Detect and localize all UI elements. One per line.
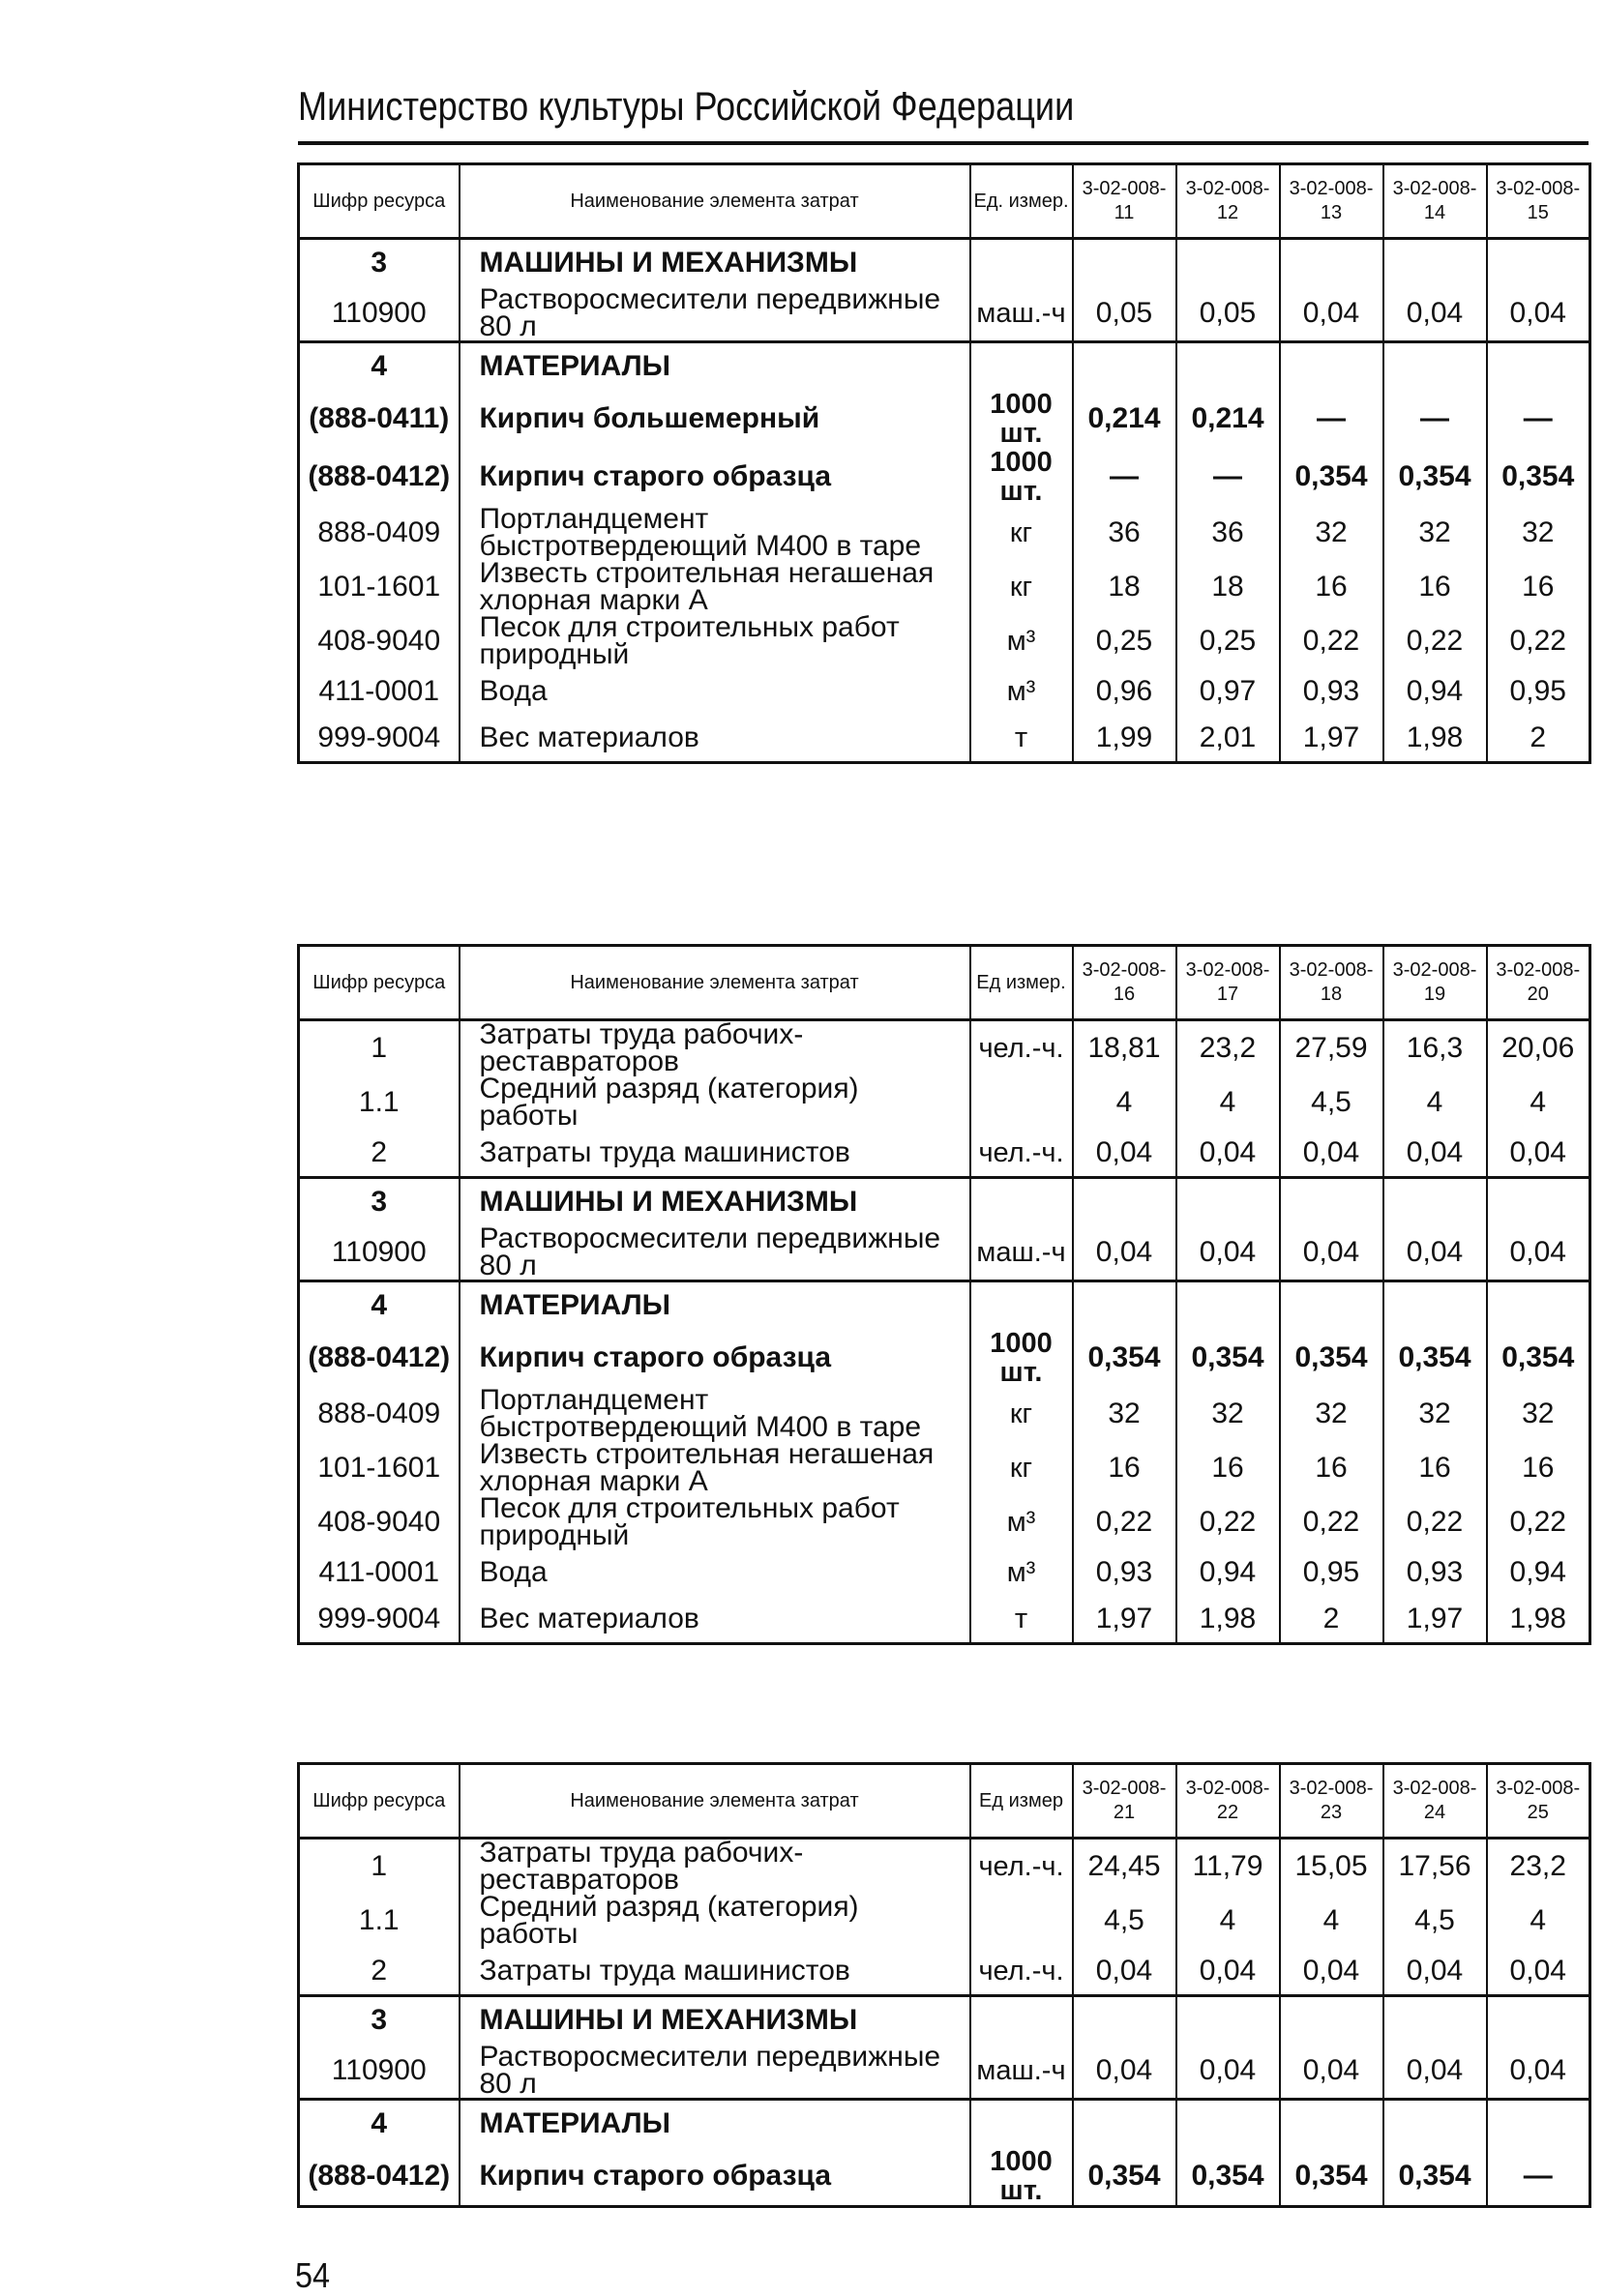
norm-value: 0,354 <box>1073 2147 1176 2207</box>
norm-value: 16 <box>1487 1441 1590 1495</box>
norm-value: 0,94 <box>1176 1549 1280 1596</box>
norm-value <box>1073 342 1176 391</box>
table-row <box>299 614 1590 668</box>
section-row <box>299 1996 1590 2045</box>
norm-value: 0,04 <box>1280 1130 1383 1178</box>
norm-value <box>1073 1996 1176 2045</box>
norm-value: 18 <box>1176 560 1280 614</box>
norm-value: — <box>1176 448 1280 506</box>
norm-value: 36 <box>1073 506 1176 560</box>
col-header-norm: 3-02-008-11 <box>1073 164 1176 239</box>
norm-value: 4 <box>1073 1075 1176 1130</box>
norm-value: 0,04 <box>1383 1948 1487 1996</box>
col-header-norm: 3-02-008-19 <box>1383 946 1487 1020</box>
norm-value: 0,04 <box>1280 2044 1383 2100</box>
norm-value <box>1487 1178 1590 1226</box>
norm-value: 17,56 <box>1383 1839 1487 1895</box>
norm-value: 23,2 <box>1176 1020 1280 1076</box>
norm-value <box>1073 1178 1176 1226</box>
resource-code: (888-0411) <box>299 390 460 448</box>
norm-value <box>1487 1996 1590 2045</box>
table-row <box>299 1894 1590 1948</box>
norm-value: 0,354 <box>1487 1329 1590 1387</box>
unit: маш.-ч <box>970 1225 1073 1281</box>
unit: 1000 шт. <box>970 2147 1073 2207</box>
norm-value: 0,354 <box>1073 1329 1176 1387</box>
norm-value <box>1073 2100 1176 2148</box>
norm-value: 0,354 <box>1176 2147 1280 2207</box>
unit: кг <box>970 1387 1073 1441</box>
unit: кг <box>970 506 1073 560</box>
resource-table-3 <box>297 1762 1591 2208</box>
resource-code: 408-9040 <box>299 614 460 668</box>
norm-value <box>1383 342 1487 391</box>
norm-value: 23,2 <box>1487 1839 1590 1895</box>
table-row <box>299 286 1590 342</box>
table-row <box>299 1839 1590 1895</box>
unit <box>970 2100 1073 2148</box>
resource-code: 3 <box>299 1178 460 1226</box>
norm-value: 16 <box>1280 560 1383 614</box>
resource-name: Растворосмесители передвижные 80 л <box>460 2044 970 2100</box>
norm-value: — <box>1073 448 1176 506</box>
norm-value: 0,22 <box>1487 1495 1590 1549</box>
norm-value <box>1280 2100 1383 2148</box>
norm-value: 0,95 <box>1487 668 1590 715</box>
unit <box>970 1894 1073 1948</box>
norm-value: — <box>1487 2147 1590 2207</box>
norm-value: 0,214 <box>1176 390 1280 448</box>
norm-value: 0,05 <box>1176 286 1280 342</box>
section-row <box>299 2100 1590 2148</box>
table-row <box>299 1495 1590 1549</box>
col-header-norm: 3-02-008-17 <box>1176 946 1280 1020</box>
resource-name: Затраты труда машинистов <box>460 1948 970 1996</box>
section-row <box>299 239 1590 287</box>
col-header-code: Шифр ресурса <box>299 946 460 1020</box>
norm-value <box>1176 2100 1280 2148</box>
table-row <box>299 2044 1590 2100</box>
resource-name: Песок для строительных работ природный <box>460 1495 970 1549</box>
table-row <box>299 448 1590 506</box>
resource-code: 408-9040 <box>299 1495 460 1549</box>
resource-name: МАТЕРИАЛЫ <box>460 342 970 391</box>
norm-value: 0,25 <box>1176 614 1280 668</box>
norm-value: 16,3 <box>1383 1020 1487 1076</box>
unit: т <box>970 715 1073 763</box>
table-row <box>299 1225 1590 1281</box>
norm-value <box>1176 239 1280 287</box>
col-header-code: Шифр ресурса <box>299 164 460 239</box>
norm-value <box>1383 2100 1487 2148</box>
norm-value <box>1383 239 1487 287</box>
resource-code: 999-9004 <box>299 715 460 763</box>
norm-value: 0,354 <box>1383 448 1487 506</box>
unit: чел.-ч. <box>970 1130 1073 1178</box>
resource-name: Затраты труда рабочих-реставраторов <box>460 1839 970 1895</box>
norm-value: 4 <box>1176 1894 1280 1948</box>
unit: кг <box>970 560 1073 614</box>
resource-name: Известь строительная негашеная хлорная марки А <box>460 1441 970 1495</box>
resource-code: (888-0412) <box>299 1329 460 1387</box>
resource-code: 2 <box>299 1130 460 1178</box>
norm-value: 1,98 <box>1383 715 1487 763</box>
norm-value <box>1280 342 1383 391</box>
col-header-norm: 3-02-008-18 <box>1280 946 1383 1020</box>
norm-value: 0,354 <box>1280 2147 1383 2207</box>
norm-value: 0,04 <box>1073 2044 1176 2100</box>
resource-name: Песок для строительных работ природный <box>460 614 970 668</box>
norm-value: 0,04 <box>1073 1225 1176 1281</box>
norm-value <box>1383 1996 1487 2045</box>
table-row <box>299 1387 1590 1441</box>
norm-value <box>1280 1178 1383 1226</box>
norm-value: 24,45 <box>1073 1839 1176 1895</box>
col-header-name: Наименование элемента затрат <box>460 1764 970 1839</box>
resource-name: Известь строительная негашеная хлорная марки А <box>460 560 970 614</box>
norm-value: 4,5 <box>1383 1894 1487 1948</box>
resource-code: 4 <box>299 2100 460 2148</box>
norm-value: 4,5 <box>1280 1075 1383 1130</box>
resource-code: (888-0412) <box>299 2147 460 2207</box>
norm-value <box>1176 1996 1280 2045</box>
unit: 1000 шт. <box>970 1329 1073 1387</box>
col-header-norm: 3-02-008-21 <box>1073 1764 1176 1839</box>
col-header-norm: 3-02-008-13 <box>1280 164 1383 239</box>
unit <box>970 1996 1073 2045</box>
resource-name: Растворосмесители передвижные 80 л <box>460 1225 970 1281</box>
col-header-norm: 3-02-008-14 <box>1383 164 1487 239</box>
norm-value: 0,354 <box>1176 1329 1280 1387</box>
unit: чел.-ч. <box>970 1020 1073 1076</box>
norm-value: 0,93 <box>1280 668 1383 715</box>
col-header-norm: 3-02-008-20 <box>1487 946 1590 1020</box>
section-row <box>299 1281 1590 1330</box>
table-row <box>299 560 1590 614</box>
norm-value <box>1176 1178 1280 1226</box>
page-header: Министерство культуры Российской Федерации <box>298 83 1075 129</box>
norm-value: 32 <box>1383 506 1487 560</box>
col-header-norm: 3-02-008-25 <box>1487 1764 1590 1839</box>
norm-value: 0,04 <box>1073 1130 1176 1178</box>
table-row <box>299 668 1590 715</box>
norm-value: 0,93 <box>1073 1549 1176 1596</box>
norm-value: 1,97 <box>1280 715 1383 763</box>
col-header-unit: Ед измер <box>970 1764 1073 1839</box>
unit <box>970 1075 1073 1130</box>
norm-value: 0,22 <box>1280 1495 1383 1549</box>
norm-value: 32 <box>1280 506 1383 560</box>
norm-value: 18,81 <box>1073 1020 1176 1076</box>
norm-value: 0,25 <box>1073 614 1176 668</box>
resource-code: 110900 <box>299 2044 460 2100</box>
norm-value: 32 <box>1280 1387 1383 1441</box>
resource-name: МАТЕРИАЛЫ <box>460 1281 970 1330</box>
resource-name: Вода <box>460 1549 970 1596</box>
norm-value: 1,97 <box>1073 1596 1176 1644</box>
table-header-row <box>299 1764 1590 1839</box>
norm-value: 0,04 <box>1383 2044 1487 2100</box>
table-row <box>299 390 1590 448</box>
norm-value: 4,5 <box>1073 1894 1176 1948</box>
norm-value: 32 <box>1383 1387 1487 1441</box>
norm-value: 0,354 <box>1280 448 1383 506</box>
resource-code: 4 <box>299 342 460 391</box>
section-row <box>299 342 1590 391</box>
norm-value: 0,97 <box>1176 668 1280 715</box>
norm-value <box>1073 1281 1176 1330</box>
resource-name: Кирпич старого образца <box>460 2147 970 2207</box>
norm-value: 0,354 <box>1280 1329 1383 1387</box>
resource-name: Вода <box>460 668 970 715</box>
norm-value: 0,22 <box>1383 614 1487 668</box>
norm-value: 1,98 <box>1176 1596 1280 1644</box>
norm-value: 0,04 <box>1280 1225 1383 1281</box>
resource-code: 1 <box>299 1839 460 1895</box>
col-header-norm: 3-02-008-24 <box>1383 1764 1487 1839</box>
norm-value: 0,04 <box>1176 1225 1280 1281</box>
norm-value: 2,01 <box>1176 715 1280 763</box>
norm-value: 0,04 <box>1176 1130 1280 1178</box>
resource-code: 4 <box>299 1281 460 1330</box>
norm-value: — <box>1280 390 1383 448</box>
norm-value: 0,354 <box>1383 2147 1487 2207</box>
col-header-norm: 3-02-008-12 <box>1176 164 1280 239</box>
unit: маш.-ч <box>970 2044 1073 2100</box>
norm-value <box>1383 1281 1487 1330</box>
norm-value <box>1383 1178 1487 1226</box>
table-row <box>299 1549 1590 1596</box>
col-header-norm: 3-02-008-23 <box>1280 1764 1383 1839</box>
norm-value <box>1487 1281 1590 1330</box>
norm-value <box>1280 1281 1383 1330</box>
norm-value: 0,94 <box>1383 668 1487 715</box>
resource-name: Средний разряд (категория) работы <box>460 1075 970 1130</box>
resource-name: Кирпич старого образца <box>460 1329 970 1387</box>
norm-value: 0,354 <box>1487 448 1590 506</box>
norm-value: — <box>1383 390 1487 448</box>
norm-value: 0,04 <box>1383 1130 1487 1178</box>
table-row <box>299 2147 1590 2207</box>
col-header-code: Шифр ресурса <box>299 1764 460 1839</box>
resource-name: МАТЕРИАЛЫ <box>460 2100 970 2148</box>
norm-value: 0,04 <box>1176 2044 1280 2100</box>
unit: кг <box>970 1441 1073 1495</box>
resource-code: 888-0409 <box>299 1387 460 1441</box>
header-rule <box>298 141 1589 145</box>
norm-value <box>1487 342 1590 391</box>
norm-value: 0,22 <box>1280 614 1383 668</box>
table-header-row <box>299 946 1590 1020</box>
unit: м³ <box>970 1549 1073 1596</box>
resource-code: 1.1 <box>299 1894 460 1948</box>
norm-value: 0,214 <box>1073 390 1176 448</box>
table-row <box>299 506 1590 560</box>
norm-value: 2 <box>1487 715 1590 763</box>
norm-value: 16 <box>1383 1441 1487 1495</box>
norm-value: 0,04 <box>1176 1948 1280 1996</box>
resource-code: 888-0409 <box>299 506 460 560</box>
norm-value: 0,04 <box>1073 1948 1176 1996</box>
resource-code: 3 <box>299 1996 460 2045</box>
resource-code: 110900 <box>299 286 460 342</box>
norm-value: 0,04 <box>1487 1948 1590 1996</box>
col-header-name: Наименование элемента затрат <box>460 946 970 1020</box>
unit: чел.-ч. <box>970 1839 1073 1895</box>
norm-value: 16 <box>1487 560 1590 614</box>
unit <box>970 1178 1073 1226</box>
table-header-row <box>299 164 1590 239</box>
norm-value: 0,04 <box>1487 1225 1590 1281</box>
unit: т <box>970 1596 1073 1644</box>
unit: маш.-ч <box>970 286 1073 342</box>
norm-value: 0,22 <box>1176 1495 1280 1549</box>
col-header-name: Наименование элемента затрат <box>460 164 970 239</box>
resource-table-2 <box>297 944 1591 1645</box>
resource-name: Портландцемент быстротвердеющий М400 в таре <box>460 506 970 560</box>
norm-value: 32 <box>1073 1387 1176 1441</box>
norm-value: 0,354 <box>1383 1329 1487 1387</box>
resource-table-1 <box>297 162 1591 764</box>
norm-value: 4 <box>1487 1894 1590 1948</box>
norm-value: — <box>1487 390 1590 448</box>
norm-value: 16 <box>1073 1441 1176 1495</box>
resource-name: Затраты труда рабочих-реставраторов <box>460 1020 970 1076</box>
norm-value: 0,04 <box>1383 286 1487 342</box>
unit: м³ <box>970 1495 1073 1549</box>
norm-value: 0,22 <box>1383 1495 1487 1549</box>
resource-name: Вес материалов <box>460 1596 970 1644</box>
table-row <box>299 1948 1590 1996</box>
table-row <box>299 715 1590 763</box>
norm-value: 4 <box>1176 1075 1280 1130</box>
norm-value: 11,79 <box>1176 1839 1280 1895</box>
norm-value: 32 <box>1176 1387 1280 1441</box>
resource-code: 1.1 <box>299 1075 460 1130</box>
norm-value <box>1487 239 1590 287</box>
norm-value: 16 <box>1176 1441 1280 1495</box>
norm-value: 32 <box>1487 1387 1590 1441</box>
norm-value <box>1487 2100 1590 2148</box>
resource-name: Растворосмесители передвижные 80 л <box>460 286 970 342</box>
col-header-unit: Ед. измер. <box>970 164 1073 239</box>
resource-code: 2 <box>299 1948 460 1996</box>
unit <box>970 342 1073 391</box>
norm-value <box>1073 239 1176 287</box>
norm-value: 0,04 <box>1487 2044 1590 2100</box>
table-row <box>299 1075 1590 1130</box>
norm-value: 0,96 <box>1073 668 1176 715</box>
unit: чел.-ч. <box>970 1948 1073 1996</box>
col-header-norm: 3-02-008-16 <box>1073 946 1176 1020</box>
unit: м³ <box>970 614 1073 668</box>
table-row <box>299 1130 1590 1178</box>
norm-value: 27,59 <box>1280 1020 1383 1076</box>
unit <box>970 239 1073 287</box>
resource-code: 3 <box>299 239 460 287</box>
norm-value: 0,04 <box>1280 286 1383 342</box>
norm-value: 4 <box>1280 1894 1383 1948</box>
resource-name: Кирпич большемерный <box>460 390 970 448</box>
norm-value <box>1176 1281 1280 1330</box>
resource-code: 110900 <box>299 1225 460 1281</box>
resource-code: 999-9004 <box>299 1596 460 1644</box>
norm-value: 0,93 <box>1383 1549 1487 1596</box>
norm-value <box>1280 239 1383 287</box>
resource-name: Кирпич старого образца <box>460 448 970 506</box>
resource-name: Портландцемент быстротвердеющий М400 в таре <box>460 1387 970 1441</box>
table-row <box>299 1596 1590 1644</box>
resource-name: МАШИНЫ И МЕХАНИЗМЫ <box>460 1178 970 1226</box>
norm-value: 20,06 <box>1487 1020 1590 1076</box>
resource-code: 411-0001 <box>299 668 460 715</box>
norm-value: 0,22 <box>1073 1495 1176 1549</box>
norm-value <box>1176 342 1280 391</box>
table-row <box>299 1020 1590 1076</box>
unit <box>970 1281 1073 1330</box>
resource-code: 411-0001 <box>299 1549 460 1596</box>
norm-value: 1,99 <box>1073 715 1176 763</box>
norm-value: 0,05 <box>1073 286 1176 342</box>
norm-value <box>1280 1996 1383 2045</box>
norm-value: 18 <box>1073 560 1176 614</box>
resource-code: (888-0412) <box>299 448 460 506</box>
resource-code: 101-1601 <box>299 560 460 614</box>
resource-name: Средний разряд (категория) работы <box>460 1894 970 1948</box>
unit: 1000 шт. <box>970 448 1073 506</box>
resource-code: 101-1601 <box>299 1441 460 1495</box>
col-header-norm: 3-02-008-22 <box>1176 1764 1280 1839</box>
page-number: 54 <box>295 2255 331 2295</box>
resource-name: МАШИНЫ И МЕХАНИЗМЫ <box>460 1996 970 2045</box>
norm-value: 0,04 <box>1487 1130 1590 1178</box>
norm-value: 16 <box>1280 1441 1383 1495</box>
norm-value: 1,97 <box>1383 1596 1487 1644</box>
resource-code: 1 <box>299 1020 460 1076</box>
norm-value: 16 <box>1383 560 1487 614</box>
resource-name: Затраты труда машинистов <box>460 1130 970 1178</box>
table-row <box>299 1329 1590 1387</box>
norm-value: 4 <box>1383 1075 1487 1130</box>
norm-value: 0,04 <box>1383 1225 1487 1281</box>
norm-value: 0,04 <box>1487 286 1590 342</box>
norm-value: 15,05 <box>1280 1839 1383 1895</box>
unit: м³ <box>970 668 1073 715</box>
norm-value: 1,98 <box>1487 1596 1590 1644</box>
norm-value: 0,22 <box>1487 614 1590 668</box>
col-header-norm: 3-02-008-15 <box>1487 164 1590 239</box>
norm-value: 36 <box>1176 506 1280 560</box>
norm-value: 2 <box>1280 1596 1383 1644</box>
norm-value: 4 <box>1487 1075 1590 1130</box>
section-row <box>299 1178 1590 1226</box>
norm-value: 0,94 <box>1487 1549 1590 1596</box>
col-header-unit: Ед измер. <box>970 946 1073 1020</box>
norm-value: 0,95 <box>1280 1549 1383 1596</box>
norm-value: 32 <box>1487 506 1590 560</box>
norm-value: 0,04 <box>1280 1948 1383 1996</box>
resource-name: МАШИНЫ И МЕХАНИЗМЫ <box>460 239 970 287</box>
resource-name: Вес материалов <box>460 715 970 763</box>
table-row <box>299 1441 1590 1495</box>
unit: 1000 шт. <box>970 390 1073 448</box>
